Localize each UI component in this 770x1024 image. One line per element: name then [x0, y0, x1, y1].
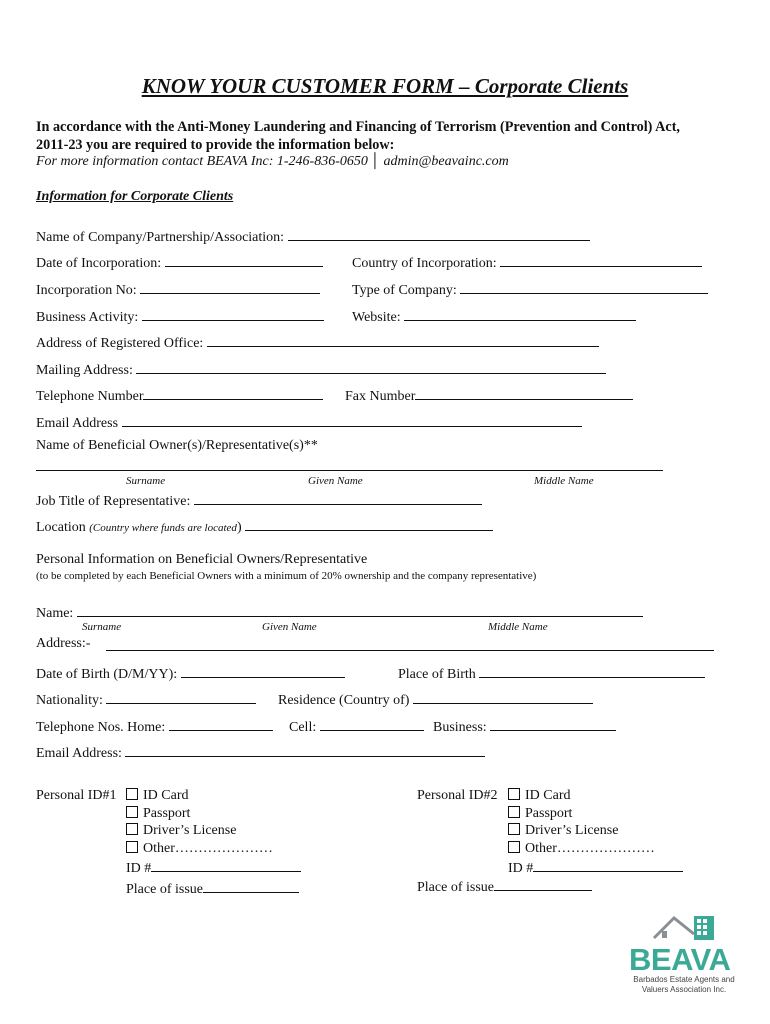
website-row: [352, 306, 636, 326]
job-title-field[interactable]: [194, 490, 482, 505]
email-field[interactable]: [122, 412, 582, 427]
dob-row: [36, 663, 345, 683]
id2-option-other[interactable]: Other…………………: [508, 840, 683, 858]
dob-field[interactable]: [181, 663, 345, 678]
location-close: ): [236, 520, 242, 535]
type-company-field[interactable]: [460, 279, 708, 294]
id2-place-field[interactable]: [494, 876, 592, 891]
logo-wordmark: BEAVA: [629, 942, 731, 977]
location-label: Location: [36, 520, 86, 535]
personal-caption-middle: Middle Name: [488, 621, 548, 633]
country-incorp-field[interactable]: [500, 252, 702, 267]
intro-line-1: In accordance with the Anti-Money Laundering and Financing of Terrorism (Prevention and Control) Act,: [36, 119, 680, 135]
id2-id-no-row: ID #: [508, 857, 683, 878]
id2-place-row: Place of issue: [417, 876, 592, 897]
telephone-label: Telephone Number: [36, 389, 144, 404]
place-birth-label: Place of Birth: [398, 667, 476, 682]
location-row: [36, 516, 493, 536]
id1-place-field[interactable]: [203, 878, 299, 893]
nationality-row: [36, 689, 256, 709]
type-company-label: Type of Company:: [352, 283, 457, 298]
id2-option-passport[interactable]: Passport: [508, 805, 683, 823]
company-name-row: [36, 226, 590, 246]
personal-heading: Personal Information on Beneficial Owners/Representative: [36, 552, 368, 567]
residence-label: Residence (Country of): [278, 693, 410, 708]
beneficial-owner-label: Name of Beneficial Owner(s)/Representative(s)**: [36, 438, 318, 453]
place-birth-field[interactable]: [479, 663, 705, 678]
fax-row: [345, 385, 633, 405]
country-incorp-label: Country of Incorporation:: [352, 256, 497, 271]
date-incorp-label: Date of Incorporation:: [36, 256, 162, 271]
caption-given-name: Given Name: [308, 475, 363, 487]
contact-info: For more information contact BEAVA Inc: 1-246-836-0650 │ admin@beavainc.com: [36, 154, 509, 169]
company-name-field[interactable]: [288, 226, 590, 241]
personal-address-label: Address:-: [36, 636, 91, 651]
intro-text: [36, 118, 680, 154]
id1-option-id-card[interactable]: ID Card: [126, 787, 301, 805]
place-birth-row: [398, 663, 705, 683]
id1-id-no-field[interactable]: [151, 857, 301, 872]
id1-checkbox-other[interactable]: [126, 841, 138, 853]
id2-option-drivers-license[interactable]: Driver’s License: [508, 822, 683, 840]
business-field[interactable]: [490, 716, 616, 731]
personal-email-field[interactable]: [125, 742, 485, 757]
telephone-field[interactable]: [143, 385, 323, 400]
incorp-no-label: Incorporation No:: [36, 283, 137, 298]
id1-checkbox-id-card[interactable]: [126, 788, 138, 800]
tel-home-label: Telephone Nos. Home:: [36, 720, 166, 735]
id2-checkbox-id-card[interactable]: [508, 788, 520, 800]
form-title: KNOW YOUR CUSTOMER FORM – Corporate Clients: [141, 74, 629, 98]
id2-checkbox-other[interactable]: [508, 841, 520, 853]
mailing-address-label: Mailing Address:: [36, 363, 133, 378]
personal-email-label: Email Address:: [36, 746, 122, 761]
intro-line-2: 2011-23 you are required to provide the information below:: [36, 137, 395, 153]
cell-row: [289, 716, 424, 736]
caption-middle-name: Middle Name: [534, 475, 594, 487]
personal-name-label: Name:: [36, 606, 74, 621]
residence-field[interactable]: [413, 689, 593, 704]
beneficial-owner-field[interactable]: [36, 470, 663, 471]
location-field[interactable]: [245, 516, 493, 531]
cell-label: Cell:: [289, 720, 317, 735]
business-label: Business:: [433, 720, 487, 735]
personal-name-field[interactable]: [77, 602, 643, 617]
id2-checkbox-passport[interactable]: [508, 806, 520, 818]
telephone-row: [36, 385, 323, 405]
business-row: [433, 716, 616, 736]
id1-options: [126, 787, 301, 899]
personal-caption-surname: Surname: [82, 621, 122, 633]
registered-office-label: Address of Registered Office:: [36, 336, 204, 351]
registered-office-field[interactable]: [207, 332, 599, 347]
incorp-no-row: [36, 279, 320, 299]
residence-row: [278, 689, 593, 709]
id1-option-passport[interactable]: Passport: [126, 805, 301, 823]
fax-field[interactable]: [415, 385, 633, 400]
id1-label: Personal ID#1: [36, 788, 117, 803]
caption-surname: Surname: [126, 475, 166, 487]
id2-checkbox-drivers-license[interactable]: [508, 823, 520, 835]
job-title-row: [36, 490, 482, 510]
cell-field[interactable]: [320, 716, 424, 731]
id1-checkbox-drivers-license[interactable]: [126, 823, 138, 835]
mailing-address-field[interactable]: [136, 359, 606, 374]
type-company-row: [352, 279, 708, 299]
date-incorp-field[interactable]: [165, 252, 323, 267]
id1-place-row: Place of issue: [126, 878, 301, 899]
email-row: [36, 412, 582, 432]
fax-label: Fax Number: [345, 389, 416, 404]
job-title-label: Job Title of Representative:: [36, 494, 191, 509]
personal-email-row: [36, 742, 485, 762]
tel-home-row: [36, 716, 273, 736]
country-incorp-row: [352, 252, 702, 272]
personal-note: (to be completed by each Beneficial Owners with a minimum of 20% ownership and the company representative): [36, 570, 537, 582]
id2-id-no-field[interactable]: [533, 857, 683, 872]
section-title: Information for Corporate Clients: [36, 189, 234, 204]
website-label: Website:: [352, 310, 401, 325]
id1-option-other[interactable]: Other…………………: [126, 840, 301, 858]
dob-label: Date of Birth (D/M/YY):: [36, 667, 178, 682]
tel-home-field[interactable]: [169, 716, 273, 731]
personal-caption-given: Given Name: [262, 621, 317, 633]
id2-option-id-card[interactable]: ID Card: [508, 787, 683, 805]
nationality-field[interactable]: [106, 689, 256, 704]
nationality-label: Nationality:: [36, 693, 103, 708]
id1-checkbox-passport[interactable]: [126, 806, 138, 818]
id2-options: [508, 787, 683, 878]
logo-subtitle: Barbados Estate Agents and Valuers Association Inc.: [633, 975, 735, 994]
incorp-no-field[interactable]: [140, 279, 320, 294]
date-incorp-row: [36, 252, 323, 272]
personal-name-row: [36, 602, 643, 622]
business-activity-label: Business Activity:: [36, 310, 139, 325]
email-label: Email Address: [36, 416, 119, 431]
location-note: (Country where funds are located: [89, 522, 237, 534]
company-name-label: Name of Company/Partnership/Association:: [36, 230, 285, 245]
id1-option-drivers-license[interactable]: Driver’s License: [126, 822, 301, 840]
id2-label: Personal ID#2: [417, 788, 498, 803]
business-activity-field[interactable]: [142, 306, 324, 321]
personal-address-field[interactable]: [106, 650, 714, 651]
registered-office-row: [36, 332, 599, 352]
id1-id-no-row: ID #: [126, 857, 301, 878]
mailing-address-row: [36, 359, 606, 379]
website-field[interactable]: [404, 306, 636, 321]
business-activity-row: [36, 306, 324, 326]
